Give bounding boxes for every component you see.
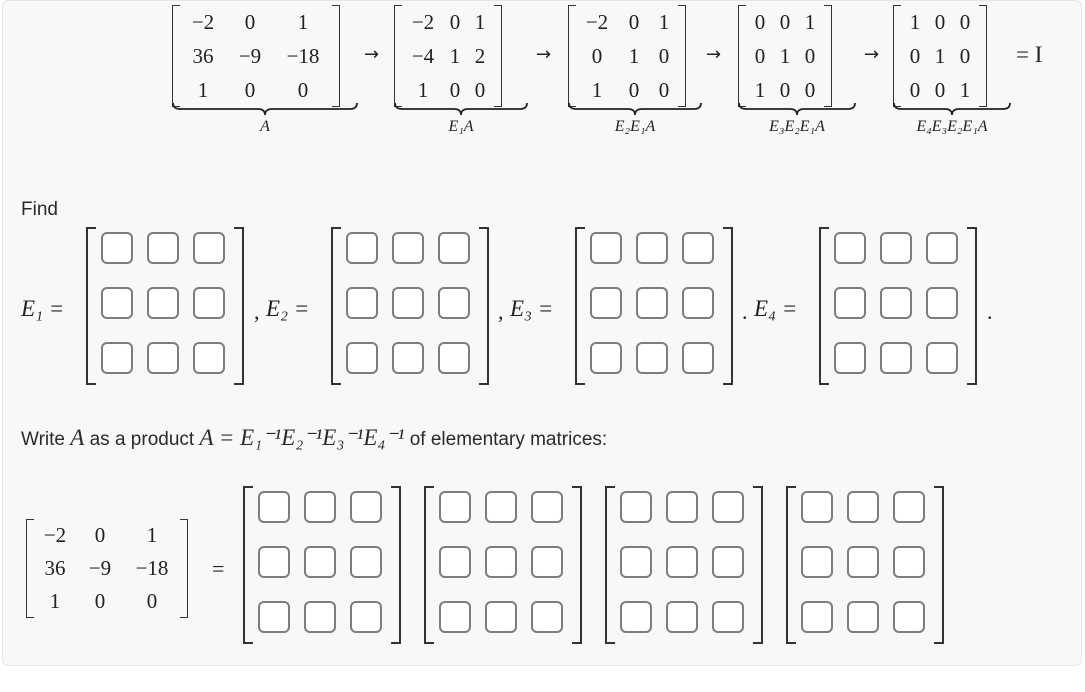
left-bracket xyxy=(568,5,576,107)
matrix-entry: 0 xyxy=(804,43,816,68)
matrix-entry: 1 xyxy=(591,77,603,102)
matrix-entry-input[interactable] xyxy=(926,287,958,319)
matrix-entry-input[interactable] xyxy=(893,546,925,578)
matrix-entry: 1 xyxy=(754,77,766,102)
matrix-entry-input[interactable] xyxy=(834,342,866,374)
left-bracket xyxy=(331,227,341,385)
matrix-entry: 0 xyxy=(959,9,971,34)
matrix-entry-input[interactable] xyxy=(485,601,517,633)
right-bracket xyxy=(967,227,977,385)
matrix-entry: 0 xyxy=(909,77,921,102)
matrix-entry-input[interactable] xyxy=(801,491,833,523)
matrix-entry: 1 xyxy=(804,9,816,34)
left-bracket xyxy=(86,227,96,385)
matrix-entry: −4 xyxy=(411,43,435,68)
matrix-entry-input[interactable] xyxy=(682,287,714,319)
matrix-entry: 0 xyxy=(754,9,766,34)
e2-label: E₂ = xyxy=(266,296,310,321)
matrix-entry-input[interactable] xyxy=(392,287,424,319)
left-bracket xyxy=(424,486,434,644)
separator: . xyxy=(742,299,748,324)
sequence-label: E₂E₁A xyxy=(614,118,656,135)
matrix-entry: 0 xyxy=(297,77,309,102)
matrix-entry-input[interactable] xyxy=(847,491,879,523)
left-bracket xyxy=(819,227,829,385)
matrix-entry-input[interactable] xyxy=(438,287,470,319)
matrix-entry-input[interactable] xyxy=(666,601,698,633)
matrix-entry-input[interactable] xyxy=(304,601,336,633)
matrix-entry-input[interactable] xyxy=(101,342,133,374)
left-bracket xyxy=(26,519,34,618)
equals-sign: = xyxy=(212,556,225,581)
matrix-entry-input[interactable] xyxy=(485,546,517,578)
left-bracket xyxy=(172,5,180,107)
matrix-entry: 0 xyxy=(449,77,461,102)
matrix-entry-input[interactable] xyxy=(350,491,382,523)
matrix-entry-input[interactable] xyxy=(834,287,866,319)
sequence-matrix-3 xyxy=(568,5,686,107)
inverse-matrix-2 xyxy=(424,486,582,644)
matrix-entry-input[interactable] xyxy=(439,546,471,578)
sequence-matrix-1 xyxy=(172,5,340,107)
sequence-label: A xyxy=(260,118,270,135)
matrix-entry-input[interactable] xyxy=(346,232,378,264)
matrix-entry: 1 xyxy=(297,9,309,34)
matrix-entry-input[interactable] xyxy=(847,601,879,633)
left-bracket xyxy=(738,5,746,107)
matrix-entry-input[interactable] xyxy=(926,342,958,374)
matrix-entry-input[interactable] xyxy=(304,546,336,578)
matrix-entry: 0 xyxy=(658,77,670,102)
matrix-entry-input[interactable] xyxy=(636,232,668,264)
matrix-entry: 1 xyxy=(909,9,921,34)
matrix-entry: 2 xyxy=(474,43,486,68)
matrix-entry-input[interactable] xyxy=(350,546,382,578)
matrix-entry-input[interactable] xyxy=(666,491,698,523)
matrix-entry-input[interactable] xyxy=(531,546,563,578)
matrix-entry-input[interactable] xyxy=(880,342,912,374)
right-bracket xyxy=(572,486,582,644)
find-label: Find xyxy=(21,199,58,220)
matrix-entry-input[interactable] xyxy=(531,491,563,523)
arrow-icon: → xyxy=(536,44,552,65)
matrix-entry: 1 xyxy=(658,9,670,34)
matrix-entry: −2 xyxy=(585,9,609,34)
right-bracket xyxy=(332,5,340,107)
right-bracket xyxy=(479,227,489,385)
matrix-entry-input[interactable] xyxy=(590,342,622,374)
matrix-entry-input[interactable] xyxy=(193,287,225,319)
sequence-label: E₃E₂E₁A xyxy=(769,118,825,135)
matrix-entry: −9 xyxy=(88,556,112,580)
matrix-entry-input[interactable] xyxy=(147,232,179,264)
inverse-matrix-4 xyxy=(786,486,944,644)
matrix-entry: 36 xyxy=(192,43,214,68)
matrix-entry: −2 xyxy=(411,9,435,34)
underbrace xyxy=(172,102,358,116)
matrix-entry: −18 xyxy=(135,556,169,580)
matrix-entry: 1 xyxy=(474,9,486,34)
matrix-entry-input[interactable] xyxy=(439,491,471,523)
matrix-entry: 1 xyxy=(959,77,971,102)
sequence-matrix-4 xyxy=(738,5,832,107)
separator: , xyxy=(498,299,504,324)
matrix-entry: 0 xyxy=(474,77,486,102)
arrow-icon: → xyxy=(706,44,722,65)
matrix-entry: 0 xyxy=(779,77,791,102)
matrix-entry-input[interactable] xyxy=(392,342,424,374)
left-bracket xyxy=(575,227,585,385)
matrix-entry-input[interactable] xyxy=(147,287,179,319)
e1-matrix xyxy=(86,227,244,385)
matrix-entry: 0 xyxy=(449,9,461,34)
sequence-matrix-5 xyxy=(893,5,987,107)
matrix-entry: 0 xyxy=(244,77,256,102)
matrix-entry-input[interactable] xyxy=(590,287,622,319)
sequence-matrix-2 xyxy=(394,5,502,107)
matrix-entry-input[interactable] xyxy=(346,342,378,374)
matrix-entry-input[interactable] xyxy=(193,342,225,374)
right-bracket xyxy=(494,5,502,107)
matrix-entry: 0 xyxy=(94,523,106,547)
left-bracket xyxy=(605,486,615,644)
matrix-entry-input[interactable] xyxy=(636,287,668,319)
matrix-entry-input[interactable] xyxy=(682,342,714,374)
matrix-entry: 0 xyxy=(934,77,946,102)
matrix-entry: 0 xyxy=(628,9,640,34)
underbrace xyxy=(893,102,1011,116)
separator: . xyxy=(987,299,993,324)
matrix-entry-input[interactable] xyxy=(666,546,698,578)
matrix-entry: 1 xyxy=(779,43,791,68)
inverse-matrix-1 xyxy=(243,486,401,644)
matrix-entry: 0 xyxy=(94,589,106,613)
matrix-entry-input[interactable] xyxy=(712,491,744,523)
underbrace xyxy=(568,102,702,116)
input-grid xyxy=(346,232,470,374)
sequence-label: E₁A xyxy=(448,118,474,135)
matrix-entry-input[interactable] xyxy=(258,491,290,523)
matrix-entry-input[interactable] xyxy=(258,546,290,578)
input-grid xyxy=(590,232,714,374)
left-bracket xyxy=(893,5,901,107)
matrix-A xyxy=(26,519,188,618)
input-grid xyxy=(620,491,744,633)
matrix-entry: 0 xyxy=(658,43,670,68)
matrix-entry-input[interactable] xyxy=(712,546,744,578)
matrix-entry-input[interactable] xyxy=(620,601,652,633)
matrix-entry-input[interactable] xyxy=(880,232,912,264)
sequence-label: E₄E₃E₂E₁A xyxy=(916,118,988,135)
matrix-entry-input[interactable] xyxy=(439,601,471,633)
input-grid xyxy=(258,491,382,633)
matrix-entry-input[interactable] xyxy=(847,546,879,578)
matrix-entry: 0 xyxy=(909,43,921,68)
underbrace xyxy=(394,102,528,116)
e3-matrix xyxy=(575,227,733,385)
matrix-entry: 1 xyxy=(49,589,61,613)
right-bracket xyxy=(723,227,733,385)
matrix-entry: 0 xyxy=(804,77,816,102)
right-bracket xyxy=(824,5,832,107)
e2-matrix xyxy=(331,227,489,385)
matrix-entry: 0 xyxy=(244,9,256,34)
e4-matrix xyxy=(819,227,977,385)
matrix-entry: 0 xyxy=(959,43,971,68)
matrix-entry-input[interactable] xyxy=(258,601,290,633)
left-bracket xyxy=(243,486,253,644)
matrix-entry-input[interactable] xyxy=(438,232,470,264)
left-bracket xyxy=(786,486,796,644)
matrix-entry-input[interactable] xyxy=(101,232,133,264)
matrix-entry: −2 xyxy=(191,9,215,34)
matrix-entry: 36 xyxy=(44,556,66,580)
matrix-entry-input[interactable] xyxy=(346,287,378,319)
arrow-icon: → xyxy=(364,44,380,65)
matrix-entry-input[interactable] xyxy=(590,232,622,264)
left-bracket xyxy=(394,5,402,107)
matrix-entry-input[interactable] xyxy=(392,232,424,264)
matrix-entry: 1 xyxy=(449,43,461,68)
matrix-entry: 0 xyxy=(934,9,946,34)
matrix-entry-input[interactable] xyxy=(636,342,668,374)
matrix-entry: 0 xyxy=(754,43,766,68)
matrix-entry: −2 xyxy=(43,523,67,547)
matrix-entry: 1 xyxy=(197,77,209,102)
matrix-entry: 1 xyxy=(628,43,640,68)
matrix-entry: 0 xyxy=(779,9,791,34)
matrix-entry-input[interactable] xyxy=(712,601,744,633)
right-bracket xyxy=(180,519,188,618)
input-grid xyxy=(439,491,563,633)
right-bracket xyxy=(979,5,987,107)
e4-label: E₄ = xyxy=(754,296,798,321)
inverse-matrix-3 xyxy=(605,486,763,644)
matrix-entry-input[interactable] xyxy=(101,287,133,319)
matrix-entry: 0 xyxy=(591,43,603,68)
matrix-entry-input[interactable] xyxy=(350,601,382,633)
matrix-entry-input[interactable] xyxy=(682,232,714,264)
right-bracket xyxy=(678,5,686,107)
right-bracket xyxy=(234,227,244,385)
matrix-entry: 1 xyxy=(417,77,429,102)
matrix-entry-input[interactable] xyxy=(880,287,912,319)
matrix-entry-input[interactable] xyxy=(801,546,833,578)
matrix-entry: −18 xyxy=(286,43,320,68)
right-bracket xyxy=(391,486,401,644)
matrix-entry: 0 xyxy=(628,77,640,102)
matrix-entry-input[interactable] xyxy=(801,601,833,633)
matrix-entry-input[interactable] xyxy=(147,342,179,374)
matrix-entry: 0 xyxy=(146,589,158,613)
matrix-entry-input[interactable] xyxy=(304,491,336,523)
product-formula: A = E₁⁻¹E₂⁻¹E₃⁻¹E₄⁻¹ xyxy=(199,425,405,450)
right-bracket xyxy=(934,486,944,644)
matrix-entry-input[interactable] xyxy=(620,491,652,523)
matrix-entry-input[interactable] xyxy=(834,232,866,264)
matrix-entry-input[interactable] xyxy=(193,232,225,264)
right-bracket xyxy=(753,486,763,644)
matrix-entry-input[interactable] xyxy=(893,491,925,523)
matrix-entry-input[interactable] xyxy=(531,601,563,633)
matrix-entry-input[interactable] xyxy=(620,546,652,578)
arrow-icon: → xyxy=(864,44,880,65)
identity-result: = I xyxy=(1016,42,1043,67)
separator: , xyxy=(254,299,260,324)
matrix-entry: −9 xyxy=(238,43,262,68)
input-grid xyxy=(101,232,225,374)
matrix-entry-input[interactable] xyxy=(926,232,958,264)
matrix-entry: 1 xyxy=(934,43,946,68)
product-instruction: Write A as a product A = E₁⁻¹E₂⁻¹E₃⁻¹E₄⁻¹ of elementary matrices: xyxy=(21,425,608,450)
e3-label: E₃ = xyxy=(510,296,554,321)
matrix-entry-input[interactable] xyxy=(893,601,925,633)
matrix-entry-input[interactable] xyxy=(485,491,517,523)
input-grid xyxy=(834,232,958,374)
underbrace xyxy=(738,102,856,116)
matrix-entry-input[interactable] xyxy=(438,342,470,374)
e1-label: E₁ = xyxy=(21,296,65,321)
matrix-entry: 1 xyxy=(146,523,158,547)
input-grid xyxy=(801,491,925,633)
